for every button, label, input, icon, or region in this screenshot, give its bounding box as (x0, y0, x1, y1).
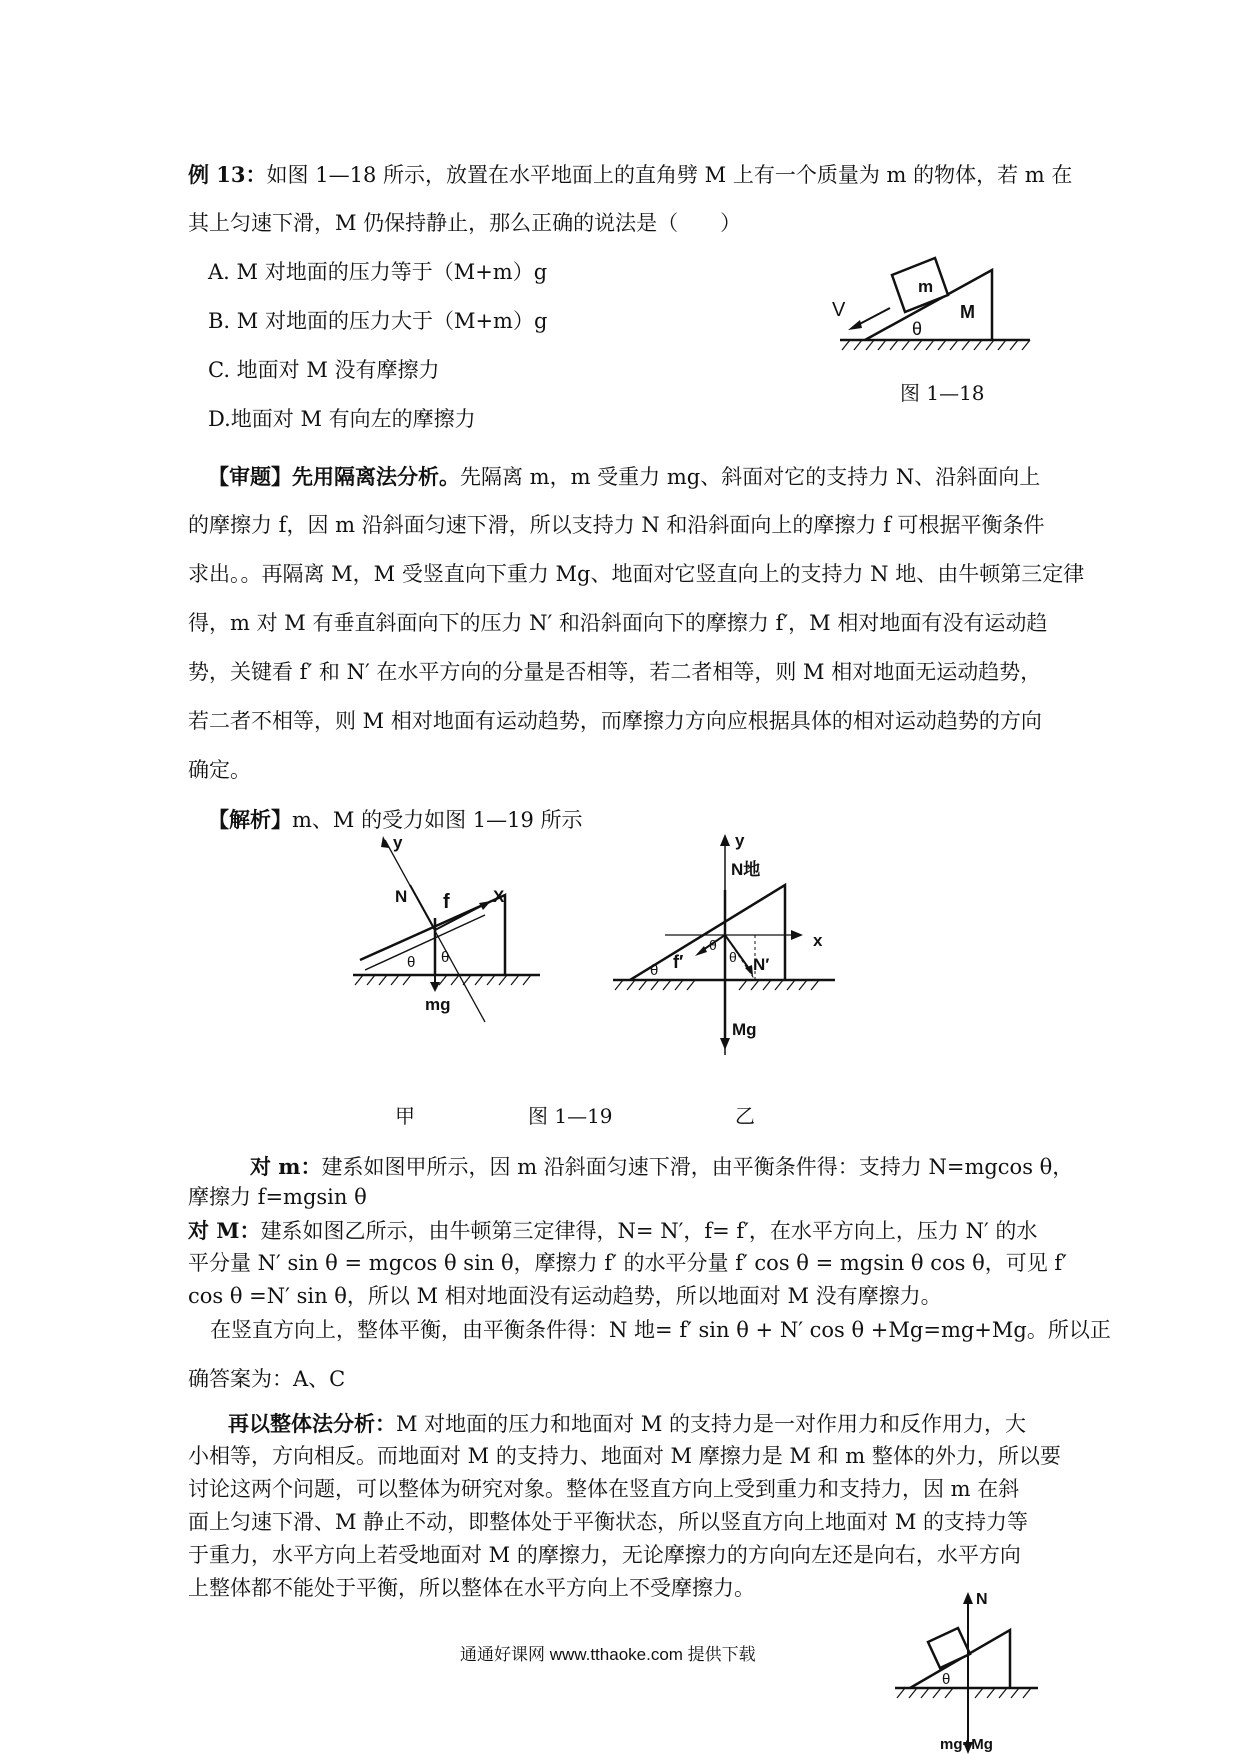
analysis-line: 【解析】m、M 的受力如图 1—19 所示 (208, 807, 583, 832)
for-m-line-2: 摩擦力 f=mgsin θ (188, 1185, 367, 1209)
figure-1-19-b (605, 830, 845, 1060)
fig119a-y: y (393, 833, 403, 852)
whole-line-4: 面上匀速下滑、M 静止不动，即整体处于平衡状态，所以竖直方向上地面对 M 的支持力等 (188, 1510, 1029, 1534)
whole-line-2: 小相等，方向相反。而地面对 M 的支持力、地面对 M 摩擦力是 M 和 m 整体的外力，所以要 (188, 1444, 1061, 1468)
whole-line-1: 再以整体法分析：M 对地面的压力和地面对 M 的支持力是一对作用力和反作用力，大 (228, 1411, 1027, 1436)
review-line-3: 求出。。再隔离 M，M 受竖直向下重力 Mg、地面对它竖直向上的支持力 N 地、由牛顿第三定律 (188, 562, 1085, 586)
option-b: B. M 对地面的压力大于（M+m）g (208, 309, 548, 333)
review-line-2: 的摩擦力 f，因 m 沿斜面匀速下滑，所以支持力 N 和沿斜面向上的摩擦力 f 可根据平衡条件 (188, 513, 1045, 537)
analysis-label: 【解析】 (208, 807, 292, 832)
for-M-line-2: 平分量 N′ sin θ = mgcos θ sin θ，摩擦力 f′ 的水平分量 f′ cos θ = mgsin θ cos θ，可见 f′ (188, 1251, 1067, 1275)
review-line-6: 若二者不相等，则 M 相对地面有运动趋势，而摩擦力方向应根据具体的相对运动趋势的方向 (188, 709, 1042, 733)
fig119a-N: N (395, 887, 408, 906)
fig119a-x: X (493, 887, 505, 906)
fig119a-theta1: θ (407, 954, 416, 971)
vertical-line-2: 确答案为：A、C (188, 1367, 346, 1391)
fig119b-theta3: θ (729, 949, 737, 965)
review-line-1: 【审题】先用隔离法分析。先隔离 m，m 受重力 mg、斜面对它的支持力 N、沿斜面向上 (208, 464, 1041, 489)
whole-line-6: 上整体都不能处于平衡，所以整体在水平方向上不受摩擦力。 (188, 1576, 755, 1600)
fig119a-f: f (443, 891, 450, 913)
fig119b-theta2: θ (709, 937, 717, 953)
fig119b-f: f′ (673, 952, 684, 972)
example-label: 例 13： (188, 162, 267, 187)
fig118-m: m (918, 277, 934, 296)
fig119b-x: x (813, 931, 823, 950)
fig118-v: V (832, 299, 846, 321)
figure-1-19-a (345, 830, 550, 1030)
review-line-5: 势，关键看 f′ 和 N′ 在水平方向的分量是否相等，若二者相等，则 M 相对地面无运动趋势， (188, 660, 1042, 684)
example-line-2: 其上匀速下滑，M 仍保持静止，那么正确的说法是（ ） (188, 211, 742, 235)
fig-whole-theta: θ (942, 1671, 951, 1688)
for-M-label: 对 M： (188, 1218, 261, 1243)
whole-label: 再以整体法分析： (228, 1411, 396, 1436)
fig119a-theta2: θ (441, 949, 450, 966)
fig-whole-weight: mg+Mg (940, 1736, 993, 1753)
for-m-line-1: 对 m：建系如图甲所示，因 m 沿斜面匀速下滑，由平衡条件得：支持力 N=mgcos θ， (250, 1154, 1074, 1179)
for-m-label: 对 m： (250, 1154, 322, 1179)
review-lead: 先用隔离法分析。 (292, 464, 460, 489)
fig119b-y: y (735, 831, 745, 850)
review-line-4: 得，m 对 M 有垂直斜面向下的压力 N′ 和沿斜面向下的摩擦力 f′，M 相对地面有没有运动趋 (188, 611, 1048, 635)
for-M-line-3: cos θ =N′ sin θ，所以 M 相对地面没有运动趋势，所以地面对 M 没有摩擦力。 (188, 1284, 942, 1308)
whole-line-5: 于重力，水平方向上若受地面对 M 的摩擦力，无论摩擦力的方向向左还是向右，水平方向 (188, 1543, 1021, 1567)
fig119a-mg: mg (425, 995, 451, 1014)
figure-1-18-caption: 图 1—18 (900, 381, 985, 405)
fig118-M: M (960, 302, 975, 322)
fig118-theta: θ (912, 319, 923, 339)
figure-1-18 (820, 250, 1050, 375)
figure-whole-system (890, 1590, 1050, 1750)
for-M-line-1: 对 M：建系如图乙所示，由牛顿第三定律得，N= N′，f= f′，在水平方向上，压力 N′ 的水 (188, 1218, 1038, 1243)
fig119b-Mg: Mg (732, 1020, 757, 1039)
option-d: D.地面对 M 有向左的摩擦力 (208, 407, 476, 431)
figure-1-19-caption: 图 1—19 (528, 1104, 613, 1128)
review-line-7: 确定。 (188, 758, 251, 782)
option-c: C. 地面对 M 没有摩擦力 (208, 358, 440, 382)
fig119b-N: N地 (731, 860, 761, 879)
page-footer: 通通好课网 www.tthaoke.com 提供下载 (460, 1645, 756, 1664)
vertical-line-1: 在竖直方向上，整体平衡，由平衡条件得：N 地= f′ sin θ + N′ cos θ +Mg=mg+Mg。所以正 (210, 1318, 1111, 1342)
whole-line-3: 讨论这两个问题，可以整体为研究对象。整体在竖直方向上受到重力和支持力，因 m 在斜 (188, 1477, 1020, 1501)
fig119b-theta1: θ (650, 962, 659, 979)
example-line-1: 例 13：如图 1—18 所示，放置在水平地面上的直角劈 M 上有一个质量为 m 的物体，若 m 在 (188, 162, 1073, 187)
review-label: 【审题】 (208, 464, 292, 489)
option-a: A. M 对地面的压力等于（M+m）g (208, 260, 548, 284)
fig-whole-N: N (976, 1591, 988, 1608)
figure-1-19-right-label: 乙 (735, 1104, 755, 1128)
figure-1-19-left-label: 甲 (395, 1104, 415, 1128)
fig119b-Np: N′ (753, 955, 770, 974)
